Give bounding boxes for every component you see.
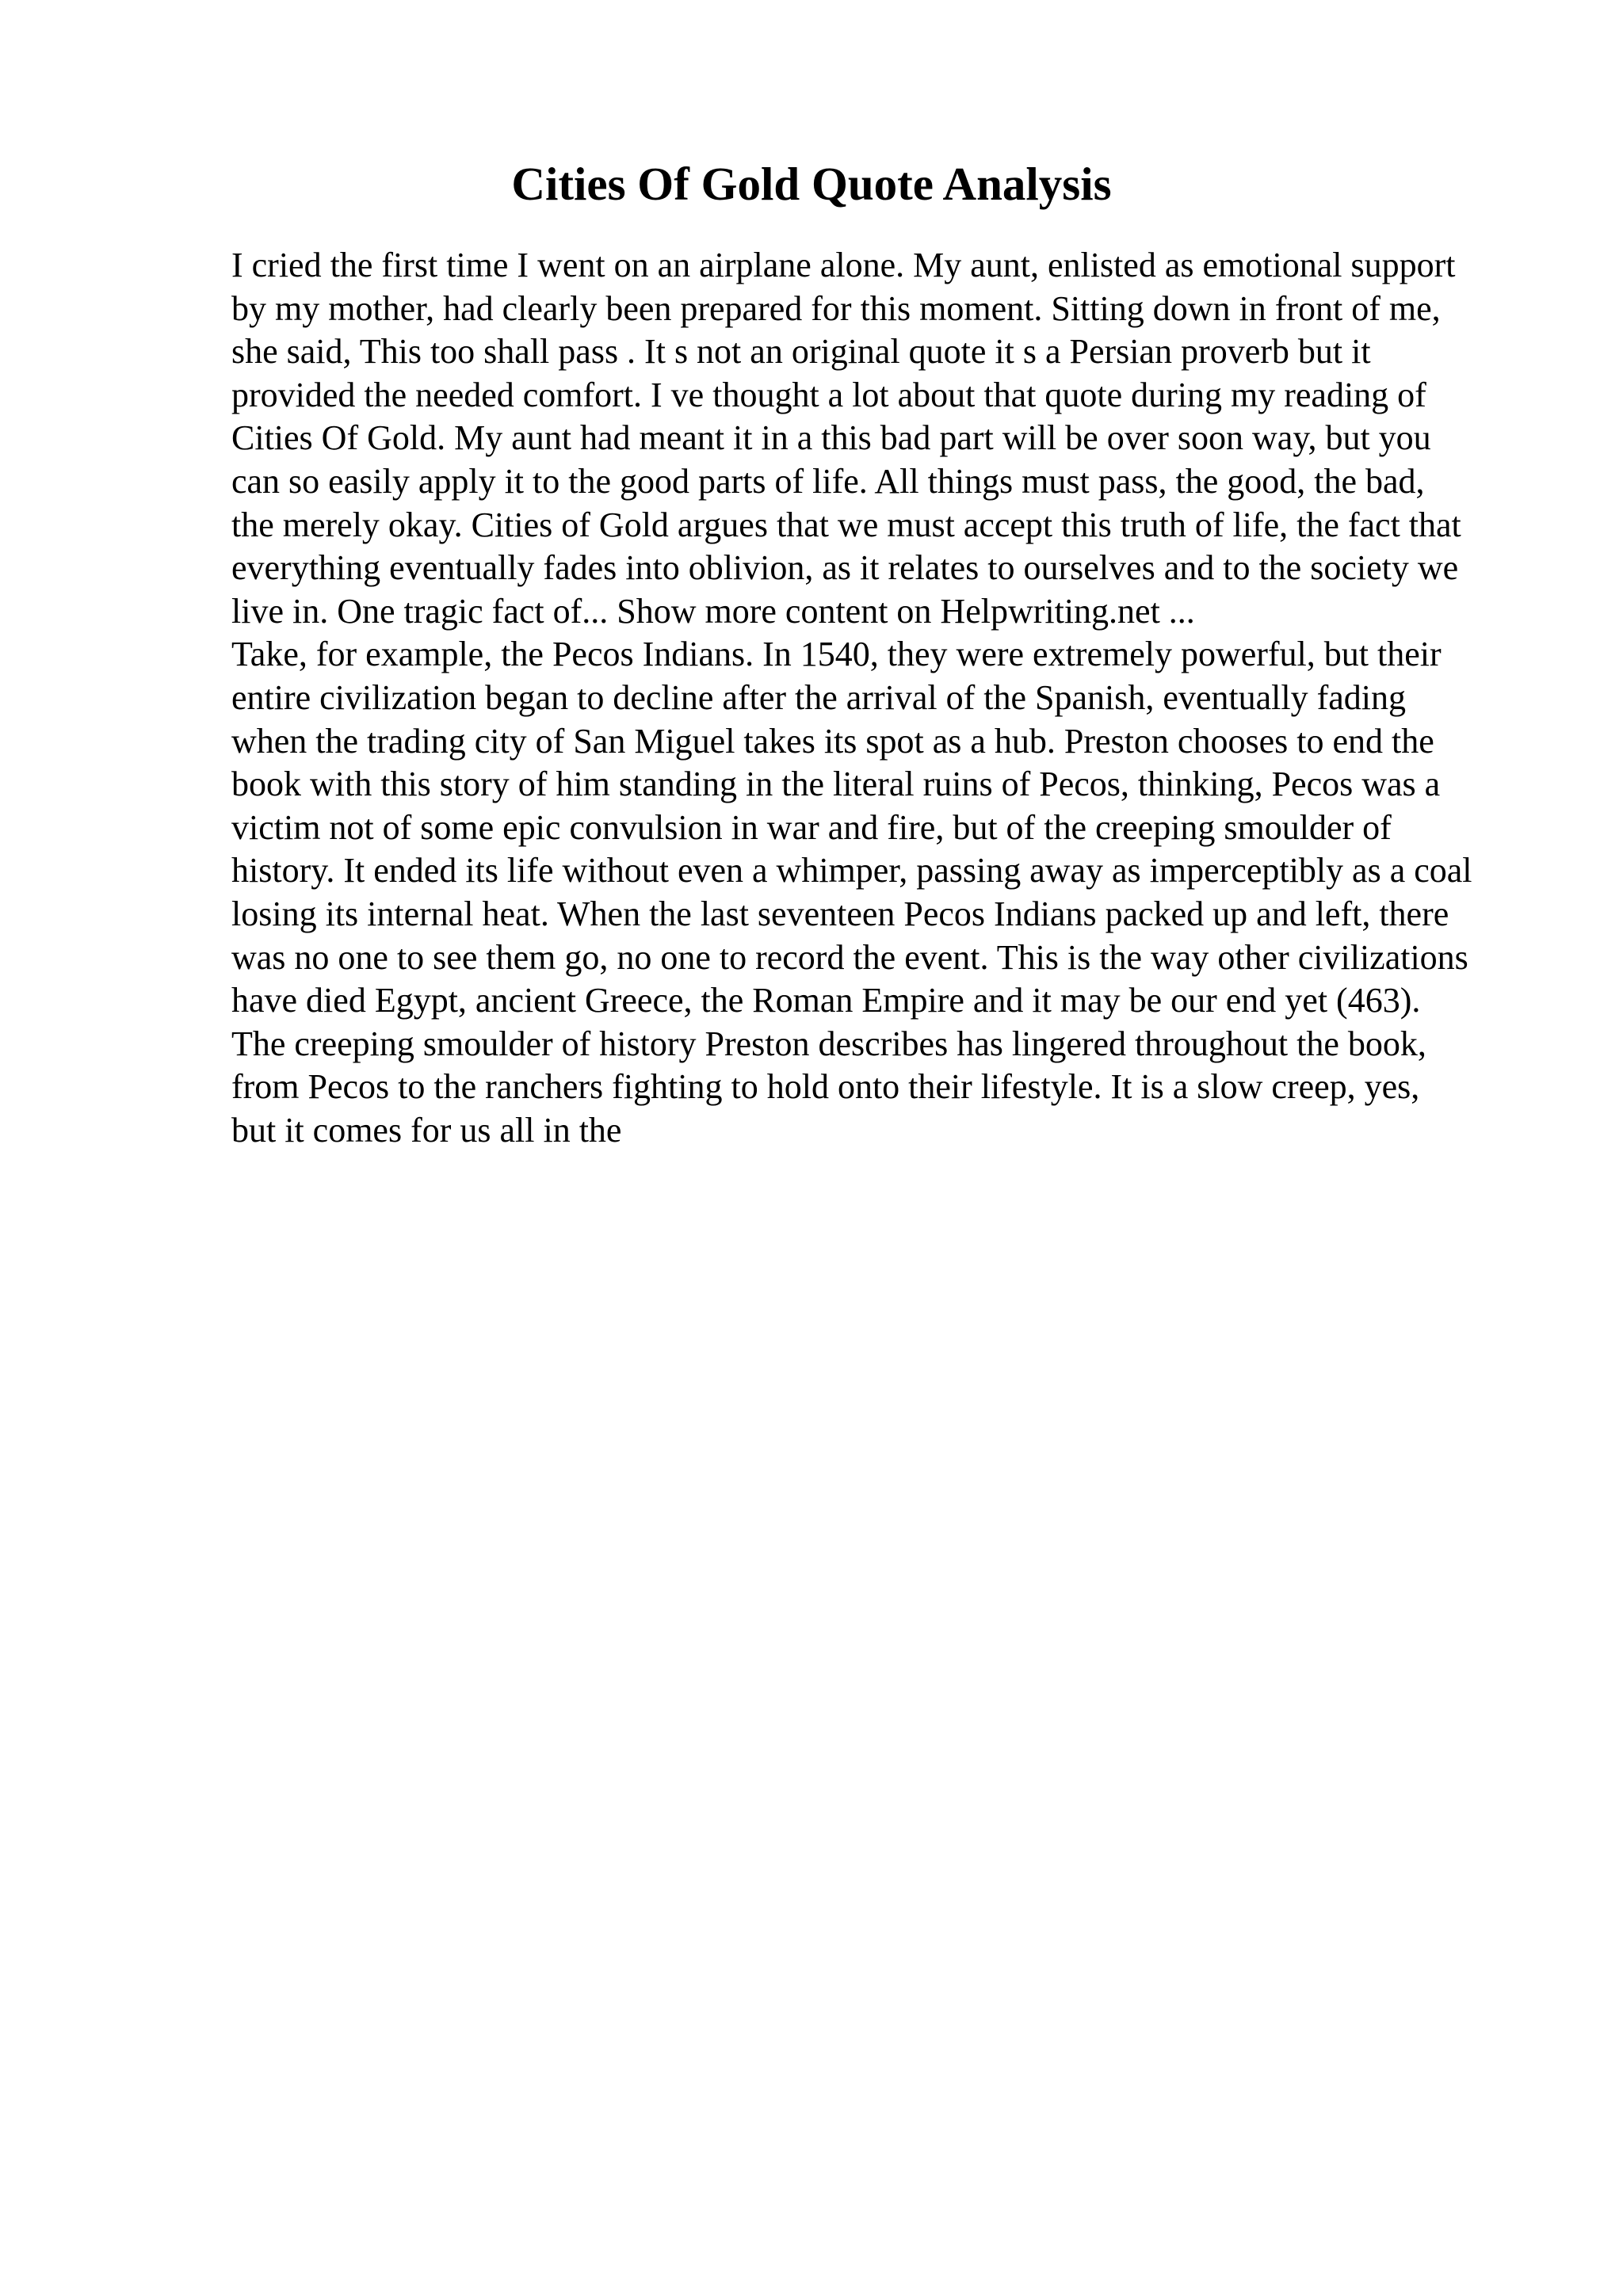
paragraph-2: Take, for example, the Pecos Indians. In 1540, they were extremely powerful, but their entire civilization began to decline after the arrival of the Spanish, eventually fading when the trading city of San Miguel takes its spot as a hub. Preston chooses to end the book with this story of him standing in the literal ruins of Pecos, thinking, Pecos was a victim not of some epic convulsion in war and fire, but of the creeping smoulder of history. It ended its life without even a whimper, passing away as imperceptibly as a coal losing its internal heat. When the last seventeen Pecos Indians packed up and left, there was no one to see them go, no one to record the event. This is the way other civilizations have died Egypt, ancient Greece, the Roman Empire and it may be our end yet (463). The creeping smoulder of history Preston describes has lingered throughout the book, from Pecos to the ranchers fighting to hold onto their lifestyle. It is a slow creep, yes, but it comes for us all in the [231, 635, 1472, 1150]
document-title: Cities Of Gold Quote Analysis [511, 158, 1112, 210]
paragraph-1: I cried the first time I went on an airplane alone. My aunt, enlisted as emotional support by my mother, had clearly been prepared for this moment. Sitting down in front of me, she said, This too shall pass . It s not an original quote it s a Persian proverb but it provided the needed comfort. I ve thought a lot about that quote during my reading of Cities Of Gold. My aunt had meant it in a this bad part will be over soon way, but you can so easily apply it to the good parts of life. All things must pass, the good, the bad, the merely okay. Cities of Gold argues that we must accept this truth of life, the fact that everything eventually fades into oblivion, as it relates to ourselves and to the society we live in. One tragic fact of... Show more content on Helpwriting.net ... [231, 246, 1461, 631]
document-body [231, 244, 1472, 1152]
